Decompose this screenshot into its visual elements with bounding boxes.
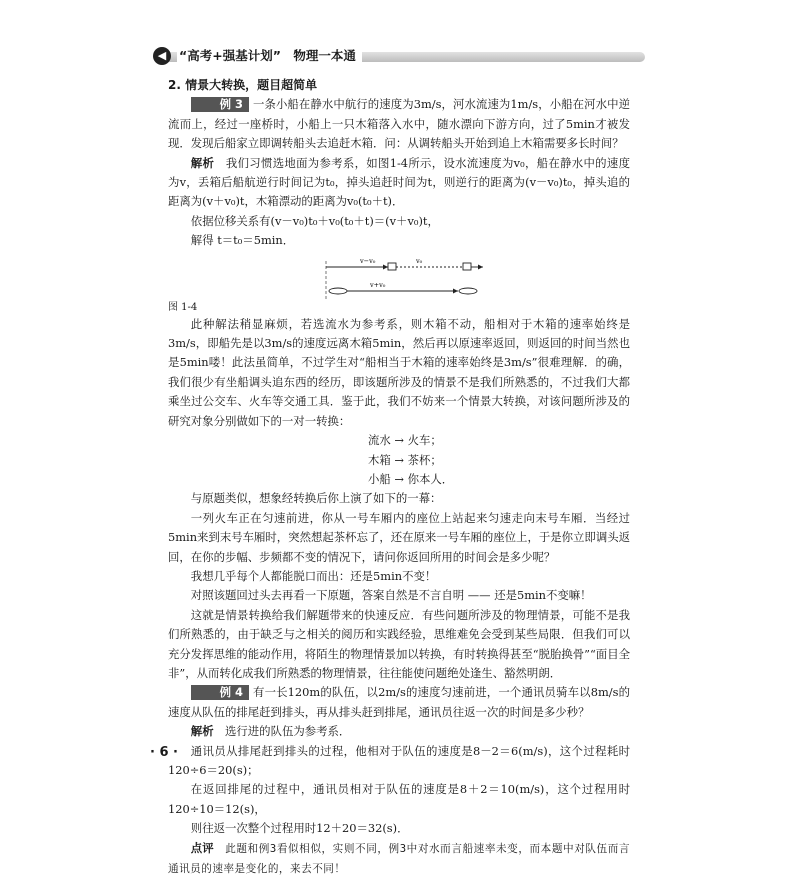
example4-analysis-2: 通讯员从排尾赶到排头的过程，他相对于队伍的速度是8－2＝6(m/s)，这个过程耗时120÷6＝20(s)；	[168, 743, 630, 777]
discussion-p6: 这就是情景转换给我们解题带来的快速反应．有些问题所涉及的物理情景，可能不是我们所熟悉的，由于缺乏与之相关的阅历和实践经验，思维难免会受到某些局限．但我们可以充分发挥思维的能动作用，将陌生的物理情景加以转换，有时转换得甚至“脱胎换骨”“面目全非”，从而转化成我们所熟悉的物理情景，往往能使问题绝处逢生、豁然明朗．	[168, 607, 630, 680]
mapping-list	[368, 431, 630, 489]
figure-caption: 图 1-4	[168, 301, 198, 313]
boat-icon	[329, 288, 347, 294]
example3-analysis-text-1: 我们习惯选地面为参考系，如图1-4所示，设水流速度为v₀，船在静水中的速度为v，丢箱后船航逆行时间记为t₀，掉头追赶时间为t，则逆行的距离为(v－v₀)t₀，掉头追的距离为(v＋v₀)t，木箱漂动的距离为v₀(t₀＋t)．	[168, 155, 630, 209]
example4-comment-label: 点评	[190, 840, 214, 855]
mapping-item-2: 木箱 → 茶杯；	[368, 452, 442, 467]
example4-problem	[168, 683, 630, 722]
example3-label: 例 3	[191, 97, 249, 112]
example3-problem-text: 一条小船在静水中航行的速度为3m/s，河水流速为1m/s，小船在河水中逆流而上，经过一座桥时，小船上一只木箱落入水中，随水漂向下游方向，过了5min才被发现．发现后船家立即调转船头去追赶木箱．问：从调转船头开始到追上木箱需要多长时间？	[168, 97, 630, 151]
example3-analysis-label: 解析	[190, 155, 215, 170]
example4-comment	[168, 839, 630, 879]
discussion-p4: 我想几乎每个人都能脱口而出：还是5min不变！	[190, 568, 437, 583]
example3-analysis-1	[168, 154, 630, 212]
example4-analysis-1	[168, 722, 630, 741]
discussion-p3: 一列火车正在匀速前进，你从一号车厢内的座位上站起来匀速走向末号车厢．当经过5min来到末号车厢时，突然想起茶杯忘了，还在原来一号车厢的座位上，于是你立即调头返回，在你的步幅、步频都不变的情况下，请问你返回所用的时间会是多少呢？	[168, 510, 630, 564]
discussion-p5: 对照该题回过头去再看一下原题，答案自然是不言自明 —— 还是5min不变嘛！	[190, 588, 592, 603]
drift-arrowhead	[478, 264, 483, 269]
example4-analysis-text-1: 选行进的队伍为参考系．	[225, 724, 351, 739]
example3-analysis-3: 解得 t＝t₀＝5min．	[190, 233, 295, 248]
section-title: 2. 情景大转换，题目超简单	[168, 78, 318, 92]
discussion-p1: 此种解法稍显麻烦，若选流水为参考系，则木箱不动，船相对于木箱的速率始终是3m/s，即船先是以3m/s的速度远离木箱5min，然后再以原速率返回，则返回的时间当然也是5min喽！此法虽简单，不过学生对“船相当于木箱的速率始终是3m/s”很难理解．的确，我们很少有坐船调头追东西的经历，即该题所涉及的情景不是我们所熟悉的，不过我们大都乘坐过公交车、火车等交通工具．鉴于此，我们不妨来一个情景大转换，对该问题所涉及的研究对象分别做如下的一对一转换：	[168, 316, 630, 428]
boat-icon-end	[459, 288, 477, 294]
label-v-plus-v0: v+v₀	[370, 280, 386, 289]
figure-diagram	[318, 255, 488, 301]
box-icon	[388, 263, 396, 270]
figure-1-4	[168, 255, 630, 301]
chase-arrowhead	[453, 288, 458, 293]
example4-analysis-3: 在返回排尾的过程中，通讯员相对于队伍的速度是8＋2＝10(m/s)，这个过程用时120÷10＝12(s)，	[168, 782, 630, 816]
header-title: “高考+强基计划” 物理一本通	[177, 46, 362, 64]
example4-analysis-label: 解析	[190, 724, 214, 739]
example4-problem-text: 有一长120m的队伍，以2m/s的速度匀速前进，一个通讯员骑车以8m/s的速度从队伍的排尾赶到排头，再从排头赶到排尾，通讯员往返一次的时间是多少秒？	[168, 685, 630, 719]
discussion-p2: 与原题类似，想象经转换后你上演了如下的一幕：	[190, 491, 442, 506]
page-number: · 6 ·	[150, 745, 178, 760]
upstream-arrowhead	[383, 264, 388, 269]
mapping-item-1: 流水 → 火车；	[368, 433, 442, 448]
example4-label: 例 4	[191, 685, 249, 700]
left-arrow-icon: ◀	[153, 47, 171, 65]
box-icon-end	[463, 263, 471, 270]
example3-analysis-2: 依据位移关系有(v－v₀)t₀＋v₀(t₀＋t)＝(v＋v₀)t，	[190, 213, 439, 228]
label-v-minus-v0: v−v₀	[360, 256, 376, 265]
label-v0: v₀	[416, 256, 423, 265]
page-content	[168, 76, 630, 879]
running-header	[155, 44, 645, 70]
mapping-item-3: 小船 → 你本人．	[368, 471, 454, 486]
example4-comment-text: 此题和例3看似相似，实则不同，例3中对水而言船速率未变，而本题中对队伍而言通讯员的速率是变化的，来去不同！	[168, 842, 630, 876]
example4-analysis-4: 则往返一次整个过程用时12＋20＝32(s)．	[190, 821, 409, 836]
example3-problem	[168, 95, 630, 153]
